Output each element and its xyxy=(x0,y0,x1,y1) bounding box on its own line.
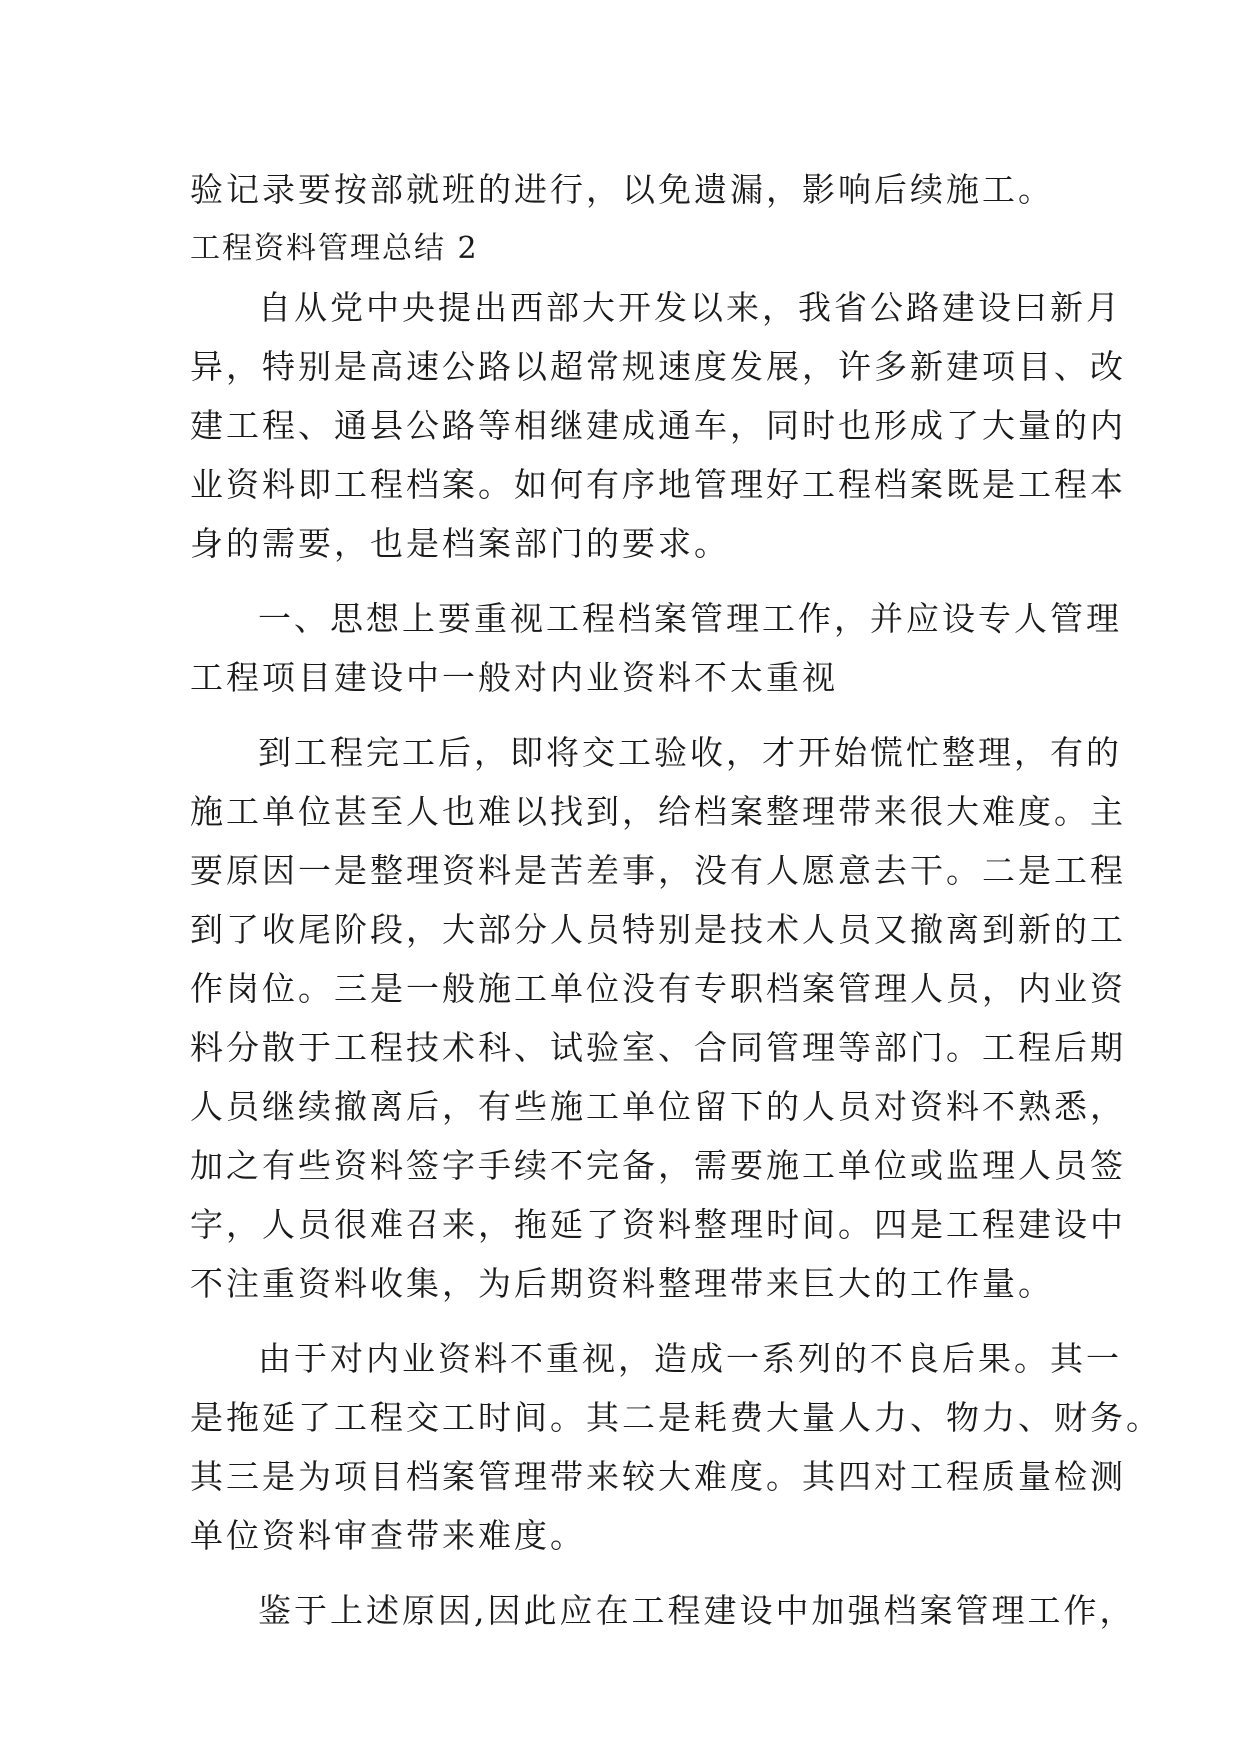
text-line: 施工单位甚至人也难以找到，给档案整理带来很大难度。主 xyxy=(190,792,1126,831)
document-body xyxy=(190,160,1162,1640)
text-line: 身的需要，也是档案部门的要求。 xyxy=(190,524,730,563)
text-line: 字，人员很难召来，拖延了资料整理时间。四是工程建设中 xyxy=(190,1205,1126,1244)
text-line: 工程项目建设中一般对内业资料不太重视 xyxy=(190,658,838,697)
text-line: 加之有些资料签字手续不完备，需要施工单位或监理人员签 xyxy=(190,1146,1126,1185)
text-line: 单位资料审查带来难度。 xyxy=(190,1516,586,1555)
paragraph-first-line: 自从党中央提出西部大开发以来，我省公路建设曰新月 xyxy=(258,288,1122,327)
text-line: 到了收尾阶段，大部分人员特别是技术人员又撤离到新的工 xyxy=(190,910,1126,949)
text-line: 要原因一是整理资料是苦差事，没有人愿意去干。二是工程 xyxy=(190,851,1126,890)
text-line: 异，特别是高速公路以超常规速度发展，许多新建项目、改 xyxy=(190,347,1126,386)
text-line: 料分散于工程技术科、试验室、合同管理等部门。工程后期 xyxy=(190,1028,1126,1067)
text-line: 人员继续撤离后，有些施工单位留下的人员对资料不熟悉， xyxy=(190,1087,1126,1126)
paragraph-first-line: 一、思想上要重视工程档案管理工作，并应设专人管理 xyxy=(258,599,1122,638)
text-line: 建工程、通县公路等相继建成通车，同时也形成了大量的内 xyxy=(190,406,1126,445)
text-line: 其三是为项目档案管理带来较大难度。其四对工程质量检测 xyxy=(190,1457,1126,1496)
paragraph-first-line: 到工程完工后，即将交工验收，才开始慌忙整理，有的 xyxy=(258,733,1122,772)
section-heading: 工程资料管理总结 2 xyxy=(190,231,479,266)
text-line: 验记录要按部就班的进行，以免遗漏，影响后续施工。 xyxy=(190,170,1054,209)
paragraph-first-line: 鉴于上述原因,因此应在工程建设中加强档案管理工作， xyxy=(258,1591,1136,1630)
text-line: 是拖延了工程交工时间。其二是耗费大量人力、物力、财务。 xyxy=(190,1398,1162,1437)
text-line: 作岗位。三是一般施工单位没有专职档案管理人员，内业资 xyxy=(190,969,1126,1008)
text-line: 业资料即工程档案。如何有序地管理好工程档案既是工程本 xyxy=(190,465,1126,504)
text-line: 不注重资料收集，为后期资料整理带来巨大的工作量。 xyxy=(190,1264,1054,1303)
paragraph-first-line: 由于对内业资料不重视，造成一系列的不良后果。其一 xyxy=(258,1339,1122,1378)
